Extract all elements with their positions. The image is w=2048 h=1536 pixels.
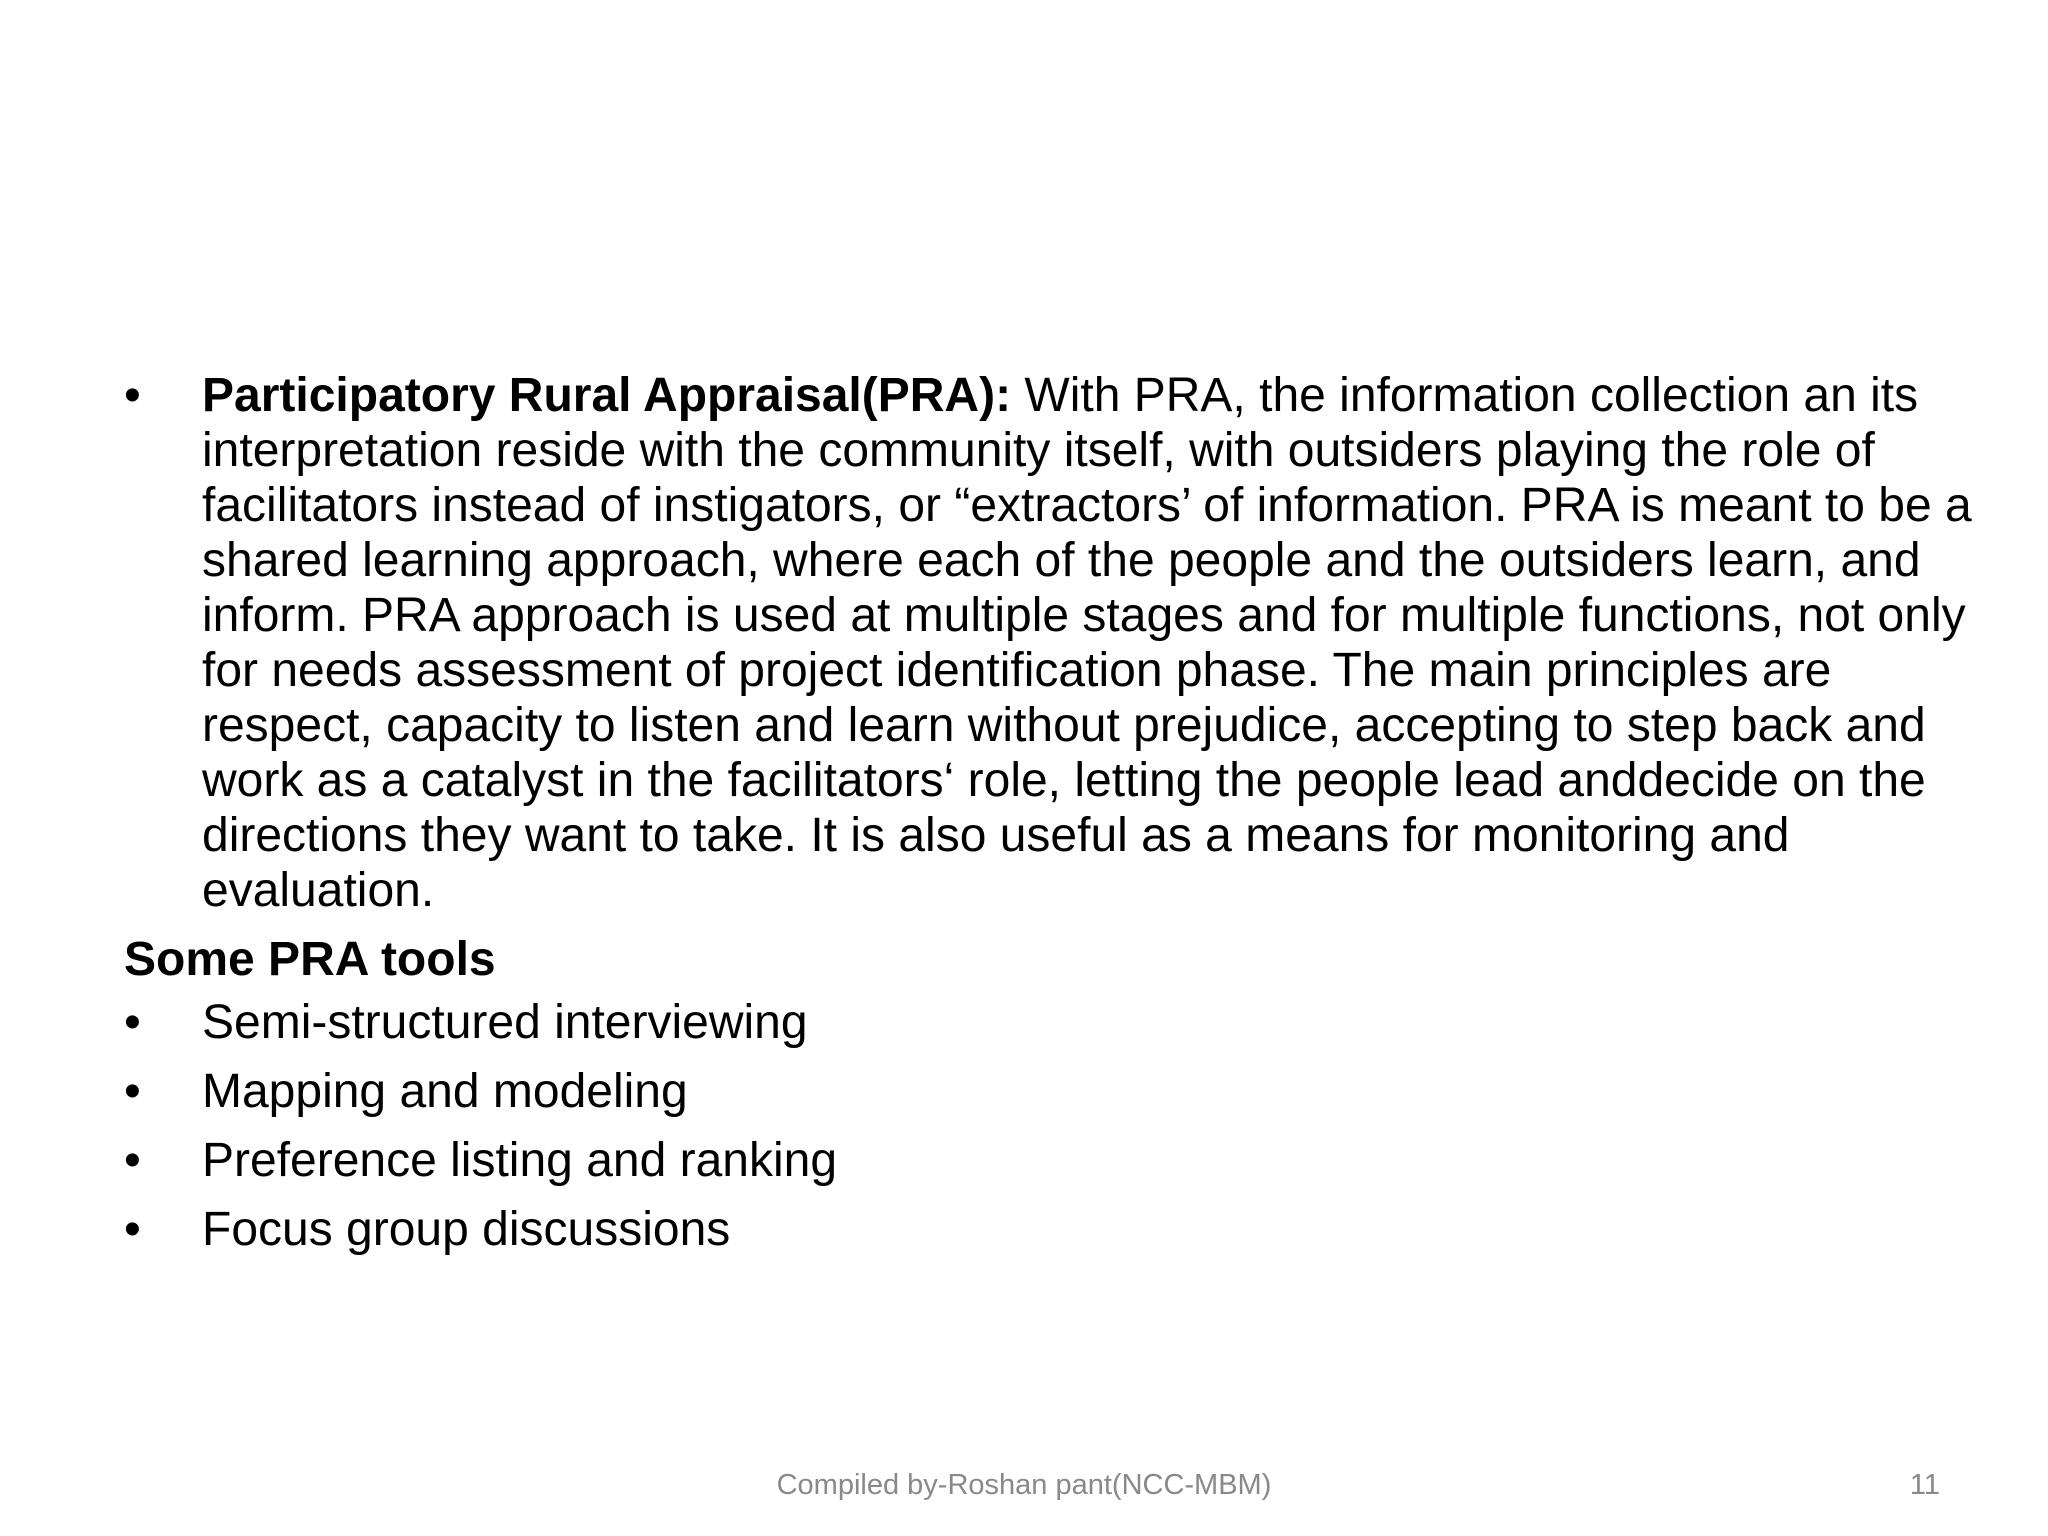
tool-label: Focus group discussions — [202, 1203, 731, 1256]
bullet-icon: • — [124, 369, 141, 422]
list-item — [124, 995, 1984, 1050]
bullet-icon: • — [124, 1065, 141, 1118]
footer-credit: Compiled by-Roshan pant(NCC-MBM) — [776, 1469, 1272, 1501]
slide-content — [124, 368, 1984, 1271]
tool-label: Preference listing and ranking — [202, 1134, 838, 1187]
tool-label: Semi-structured interviewing — [202, 996, 808, 1049]
pra-description: With PRA, the information collection an its interpretation reside with the community itself, with outsiders playing the role of facilitators instead of instigators, or “extractors’ of information. PRA is meant to be a shared learning approach, where each of the people and the outsiders learn, and inform. PRA approach is used at multiple stages and for multiple functions, not only for needs assessment of project identification phase. The main principles are respect, capacity to listen and learn without prejudice, accepting to step back and work as a catalyst in the facilitators‘ role, letting the people lead anddecide on the directions they want to take. It is also useful as a means for monitoring and evaluation. — [202, 369, 1972, 917]
list-item — [124, 1202, 1984, 1257]
pra-definition-item — [124, 368, 1984, 918]
list-item — [124, 1133, 1984, 1188]
bullet-icon: • — [124, 1134, 141, 1187]
tool-label: Mapping and modeling — [202, 1065, 688, 1118]
list-item — [124, 1064, 1984, 1119]
pra-term: Participatory Rural Appraisal(PRA): — [202, 369, 1012, 422]
bullet-icon: • — [124, 1203, 141, 1256]
bullet-icon: • — [124, 996, 141, 1049]
tools-heading: Some PRA tools — [124, 933, 496, 986]
page-number: 11 — [1909, 1469, 1940, 1501]
